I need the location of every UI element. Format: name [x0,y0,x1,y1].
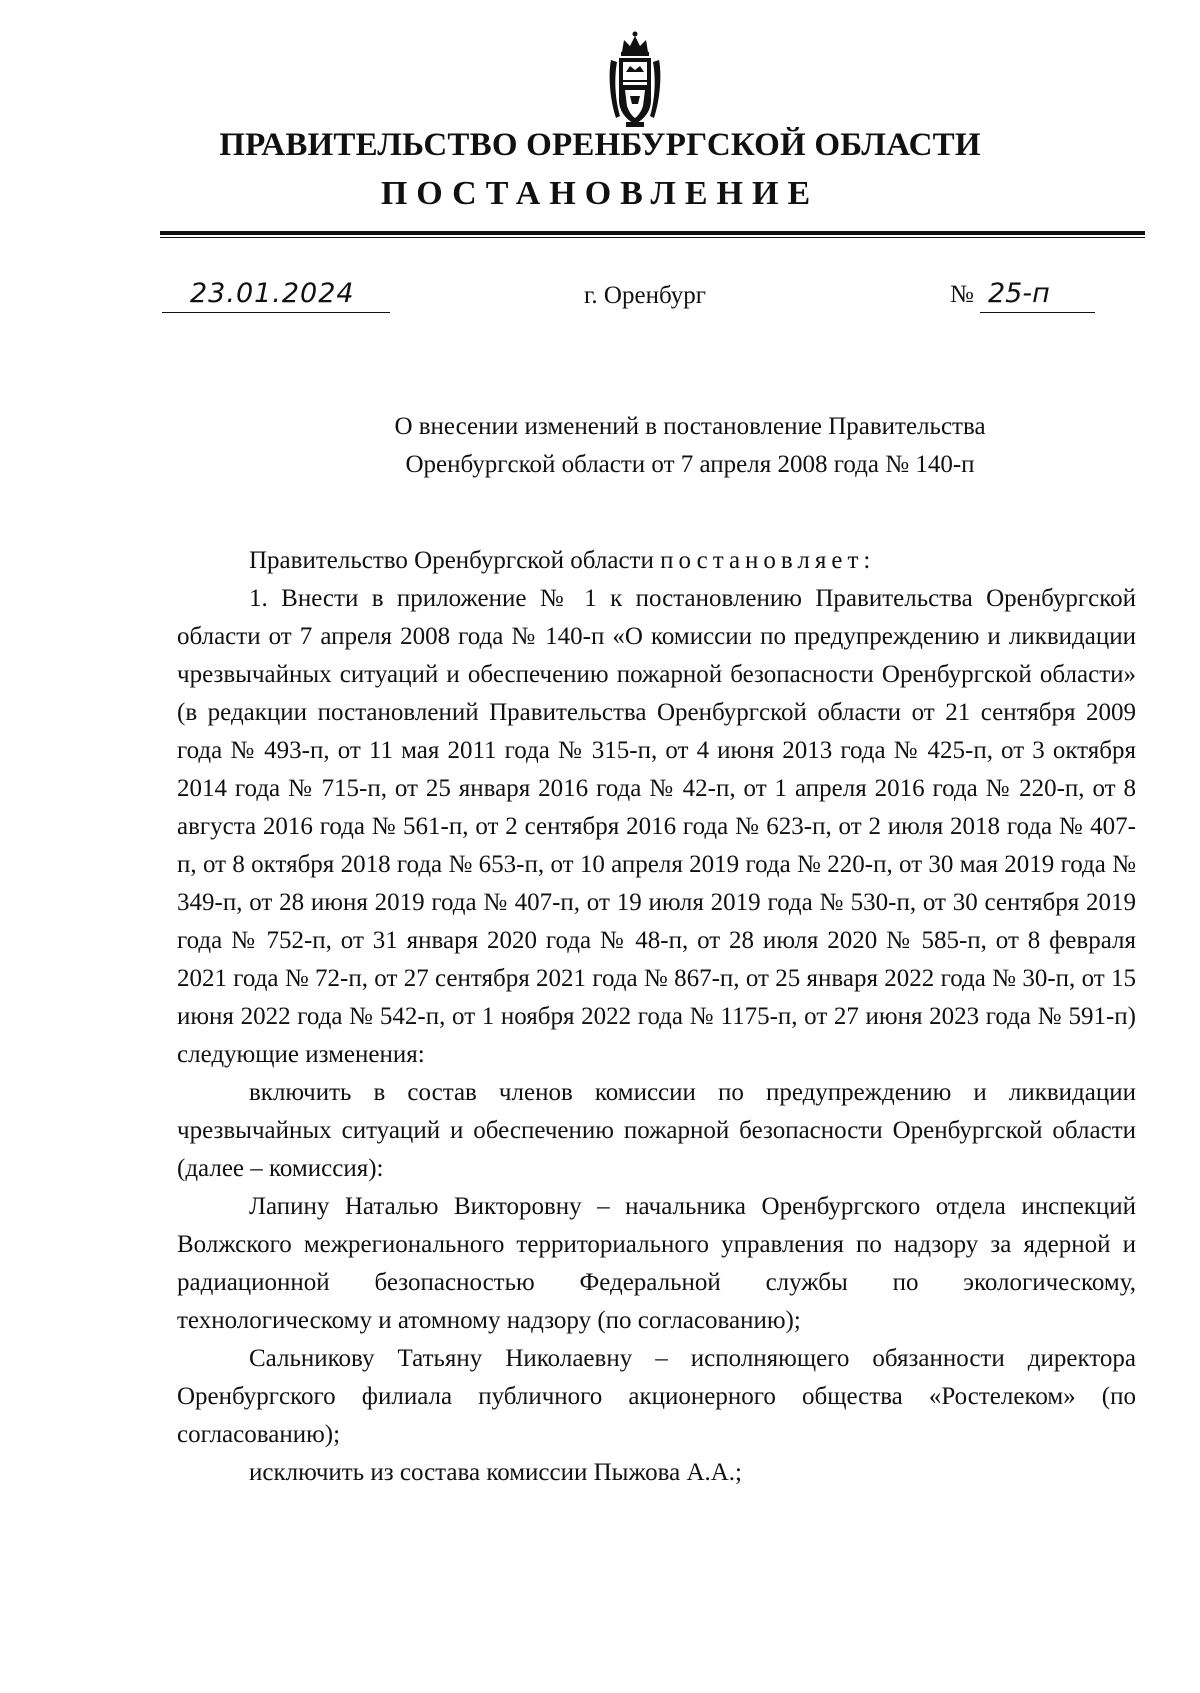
preamble [177,542,1136,580]
document-number: 25-п [988,278,1050,309]
preamble-text: Правительство Оренбургской области [249,547,661,574]
orenburg-coat-of-arms-icon [608,30,662,130]
paragraph-3: Лапину Наталью Викторовну – начальника Оренбургского отдела инспекций Волжского межрегионального территориального управления по надзору за ядерной и радиационной безопасностью Федеральной службы по экологическому, технологическому и атомному надзору (по согласованию); [177,1193,1136,1334]
date-underline [162,312,390,313]
header-divider-thick [160,231,1145,235]
document-body [177,542,1136,1492]
paragraph-2: включить в состав членов комиссии по предупреждению и ликвидации чрезвычайных ситуаций и обеспечению пожарной безопасности Оренбургской области (далее – комиссия): [177,1079,1136,1182]
document-subject [330,408,1050,484]
preamble-verb: постановляет: [660,547,876,574]
paragraph-1: 1. Внести в приложение № 1 к постановлению Правительства Оренбургской области от 7 апреля 2008 года № 140-п «О комиссии по предупреждению и ликвидации чрезвычайных ситуаций и обеспечению пожарной безопасности Оренбургской области» (в редакции постановлений Правительства Оренбургской области от 21 сентября 2009 года № 493-п, от 11 мая 2011 года № 315-п, от 4 июня 2013 года № 425-п, от 3 октября 2014 года № 715-п, от 25 января 2016 года № 42-п, от 1 апреля 2016 года № 220-п, от 8 августа 2016 года № 561-п, от 2 сентября 2016 года № 623-п, от 2 июля 2018 года № 407-п, от 8 октября 2018 года № 653-п, от 10 апреля 2019 года № 220-п, от 30 мая 2019 года № 349-п, от 28 июня 2019 года № 407-п, от 19 июля 2019 года № 530-п, от 30 сентября 2019 года № 752-п, от 31 января 2020 года № 48-п, от 28 июля 2020 № 585-п, от 8 февраля 2021 года № 72-п, от 27 сентября 2021 года № 867-п, от 25 января 2022 года № 30-п, от 15 июня 2022 года № 542-п, от 1 ноября 2022 года № 1175-п, от 27 июня 2023 года № 591-п) следующие изменения: [177,585,1136,1068]
document-date: 23.01.2024 [190,278,355,309]
paragraph-5: исключить из состава комиссии Пыжова А.А.; [249,1459,742,1486]
number-label: № [950,281,974,308]
number-underline [980,312,1095,313]
subject-line-1: О внесении изменений в постановление Правительства [394,413,986,440]
paragraph-4: Сальникову Татьяну Николаевну – исполняющего обязанности директора Оренбургского филиала публичного акционерного общества «Ростелеком» (по согласованию); [177,1345,1136,1448]
document-type-heading: ПОСТАНОВЛЕНИЕ [380,175,820,212]
document-city: г. Оренбург [584,282,706,309]
organization-title: ПРАВИТЕЛЬСТВО ОРЕНБУРГСКОЙ ОБЛАСТИ [219,127,981,163]
header-divider-thin [160,237,1145,238]
subject-line-2: Оренбургской области от 7 апреля 2008 года № 140-п [405,451,975,478]
